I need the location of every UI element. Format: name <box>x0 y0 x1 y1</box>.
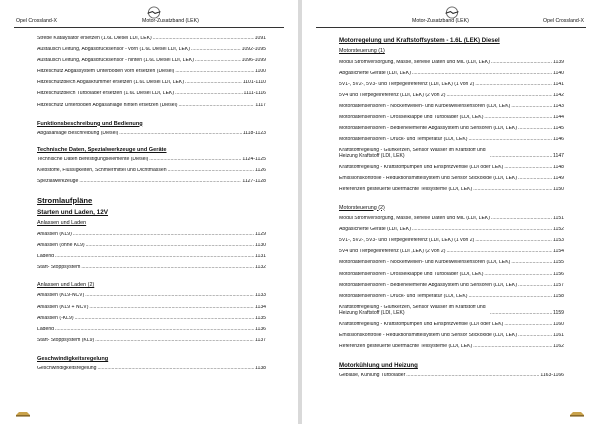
toc-page-number: 1100 <box>255 69 266 75</box>
toc-entry[interactable] <box>37 80 266 91</box>
toc-entry-title: Gebläse, Kühlung Turbolader <box>339 373 406 379</box>
toc-dot-leader <box>97 366 254 372</box>
toc-dot-leader <box>149 157 241 163</box>
toc-dot-leader <box>518 176 552 182</box>
toc-entry[interactable] <box>37 265 266 276</box>
toc-page-number: 1143 <box>553 103 564 109</box>
toc-entry-title: Modul Stromversorgung, Masse, serielle Daten und MIL (LDI, LEK) <box>339 59 490 65</box>
toc-entry[interactable] <box>37 168 266 179</box>
toc-entry[interactable] <box>339 148 564 165</box>
toc-dot-leader <box>511 104 552 110</box>
toc-dot-leader <box>73 232 254 238</box>
page-header <box>316 6 586 28</box>
toc-page-number: 1132 <box>255 264 266 270</box>
toc-entry[interactable] <box>339 272 564 283</box>
toc-entry-title: Hitzeschutz Unterboden Abgasanlage hinten ersetzen (Diesel) <box>37 102 178 108</box>
toc-entry[interactable] <box>37 47 266 58</box>
section-title: Starten und Laden, 12V <box>37 209 109 217</box>
toc-dot-leader <box>406 373 539 379</box>
toc-dot-leader <box>185 80 242 86</box>
toc-page-number: 1131 <box>255 253 266 259</box>
toc-page-number: 1127-1128 <box>242 178 266 184</box>
toc-dot-leader <box>491 216 552 222</box>
toc-page-number: 1134 <box>255 304 266 310</box>
toc-page-number: 1159 <box>553 309 564 316</box>
toc-entry-title: Motordatensensoren - Bedienelemente Abgassystem und Sensoren (LDI, LEK) <box>339 126 518 132</box>
toc-dot-leader <box>511 260 552 266</box>
toc-page-number: 1163-1166 <box>540 373 564 379</box>
toc-page-number: 1150 <box>553 187 564 193</box>
toc-dot-leader <box>86 243 254 249</box>
toc-entry-title: Ladend <box>37 253 54 259</box>
toc-page-number: 1160 <box>553 321 564 327</box>
toc-entry-title: Klebstoffe, Flüssigkeiten, Schmiermittel und Dichtmassen <box>37 167 167 173</box>
toc-dot-leader <box>491 60 552 66</box>
toc-entry[interactable] <box>339 260 564 271</box>
left-page <box>0 0 298 424</box>
toc-dot-leader <box>473 344 552 350</box>
toc-page-number: 1162 <box>553 343 564 349</box>
toc-entry[interactable] <box>339 126 564 137</box>
toc-entry[interactable] <box>37 293 266 304</box>
toc-dot-leader <box>475 238 552 244</box>
toc-entry-title: Abgasanlage Beschreibung (Diesel) <box>37 130 119 136</box>
toc-entry-title: Kraftstoffregelung - Kraftstoffpumpen und Einspritzventile (LDI oder LEK) <box>339 165 504 171</box>
toc-dot-leader <box>81 265 254 271</box>
toc-page-number: 1140 <box>553 70 564 76</box>
toc-entry[interactable] <box>339 249 564 260</box>
toc-left <box>37 36 266 377</box>
toc-entry-title: Modul Stromversorgung, Masse, serielle Daten und MIL (LDI, LEK) <box>339 216 490 222</box>
toc-page-number: 1152 <box>553 227 564 233</box>
toc-entry[interactable] <box>37 103 266 114</box>
toc-dot-leader <box>55 327 254 333</box>
toc-entry-title: Hitzeschutzblech Turbolader ersetzen (1.6L Diesel LDI, LEK) <box>37 91 175 97</box>
toc-entry[interactable] <box>339 137 564 148</box>
toc-entry-title: Motordatensensoren - Bedienelemente Abgassystem und Sensoren (LDI, LEK) <box>339 282 518 288</box>
toc-entry[interactable] <box>37 91 266 102</box>
toc-page-number: 1111-1116 <box>243 91 266 97</box>
section-title: Motorregelung und Kraftstoffsystem - 1.6L (LEK) Diesel <box>339 37 500 44</box>
toc-dot-leader <box>168 168 254 174</box>
section-title: Stromlaufpläne <box>37 196 93 206</box>
toc-right <box>339 36 564 384</box>
toc-entry[interactable] <box>339 165 564 176</box>
toc-entry[interactable] <box>339 283 564 294</box>
toc-entry-title: Strebe Katalysator ersetzen (1.6L Diesel LDI, LEK) <box>37 36 152 41</box>
toc-entry[interactable] <box>339 373 564 384</box>
toc-dot-leader <box>153 36 254 42</box>
toc-entry-title: Technische Daten Befestigungselemente (Diesel) <box>37 156 149 162</box>
toc-dot-leader <box>518 333 552 339</box>
toc-entry[interactable] <box>37 36 266 47</box>
section-title: Technische Daten, Spezialwerkzeuge und Geräte <box>37 146 167 153</box>
toc-dot-leader <box>504 165 552 171</box>
toc-dot-leader <box>95 338 254 344</box>
toc-entry-title: Start- Stoppsystem <box>37 264 81 270</box>
toc-entry-title: 5V4 und Tiefpegelreferenz (LDI, LEK) (2 von 2) <box>339 92 446 98</box>
toc-entry[interactable] <box>339 333 564 344</box>
subsection-title: Anlassen und Laden <box>37 220 87 227</box>
toc-entry-title: Anlassen (KL9-NCV) <box>37 293 85 299</box>
toc-entry-title: Hitzeschutz Abgassystem Unterboden vorn ersetzen (Diesel) <box>37 69 175 75</box>
toc-entry[interactable] <box>339 344 564 355</box>
toc-dot-leader <box>191 47 241 53</box>
toc-entry-title: Emissionskontrolle - Reduktionsmittelsystem und Sensor Stickoxide (LDI, LEK) <box>339 332 518 338</box>
toc-entry-title: Geschwindigkeitsregelung <box>37 365 97 371</box>
toc-entry-title: Abgasicherte Geräte (LDI, LEK) <box>339 227 411 233</box>
toc-entry[interactable] <box>37 232 266 243</box>
toc-entry[interactable] <box>37 131 266 142</box>
toc-entry[interactable] <box>339 115 564 126</box>
toc-dot-leader <box>484 115 552 121</box>
toc-entry[interactable] <box>37 69 266 80</box>
toc-dot-leader <box>518 126 552 132</box>
toc-page-number: 1154 <box>553 249 564 255</box>
toc-entry[interactable] <box>37 243 266 254</box>
toc-entry[interactable] <box>37 58 266 69</box>
subsection-title: Motorsteuerung (1) <box>339 48 385 54</box>
toc-entry[interactable] <box>339 104 564 115</box>
toc-page-number: 1147 <box>553 153 564 160</box>
toc-entry-title: Motordatensensoren - Druck- und Temperatur (LDI, LEK) <box>339 137 468 143</box>
toc-entry-title: Emissionskontrolle - Reduktionsmittelsystem und Sensor Stickoxide (LDI, LEK) <box>339 176 518 182</box>
toc-entry[interactable] <box>339 216 564 227</box>
toc-entry-title: Spezialwerkzeuge <box>37 178 79 184</box>
toc-entry[interactable] <box>339 176 564 187</box>
toc-page-number: 1101-1110 <box>242 80 266 86</box>
toc-page-number: 1117 <box>255 102 266 108</box>
toc-entry[interactable] <box>37 179 266 190</box>
toc-entry-title: Referenzen gesteuerte übermachte Teilsysteme (LDI, LEK) <box>339 187 473 193</box>
toc-entry[interactable] <box>339 227 564 238</box>
toc-page-number: 1136 <box>255 326 266 332</box>
toc-page-number: 1153 <box>553 238 564 244</box>
toc-dot-leader <box>119 131 241 137</box>
toc-dot-leader <box>75 316 255 322</box>
toc-dot-leader <box>518 283 552 289</box>
toc-dot-leader <box>484 272 552 278</box>
toc-entry-title: Kraftstoffregelung - Glühkerzen, Sensor Wasser im Kraftstoff und Heizung Kraftstoff (LDI, LEK) <box>339 148 486 160</box>
toc-page-number: 1091 <box>254 36 266 41</box>
toc-entry-title: Motordatensensoren - Nockenwellen- und Kurbelwellensensoren (LDI, LEK) <box>339 103 511 109</box>
toc-entry[interactable] <box>37 366 266 377</box>
toc-entry-title: Anlassen (KL9) <box>37 231 72 237</box>
toc-page-number: 1158 <box>553 293 564 299</box>
toc-entry-title: Austausch Leitung, Abgasdrucksensor - vorn (1.6L Diesel LDI, LEK) <box>37 47 190 53</box>
toc-dot-leader <box>490 311 552 317</box>
toc-dot-leader <box>175 69 254 75</box>
toc-page-number: 1118-1123 <box>242 130 266 136</box>
publisher-logo-icon <box>568 410 586 418</box>
toc-dot-leader <box>412 71 552 77</box>
toc-entry-title: 5V4 und Tiefpegelreferenz (LDI ,LEK) (2 von 2) <box>339 249 446 255</box>
toc-page-number: 1096-1099 <box>241 58 266 64</box>
toc-page-number: 1124-1125 <box>242 156 266 162</box>
toc-entry-title: Referenzen gesteuerte übermachte Teilsysteme (LDI, LEK) <box>339 343 473 349</box>
toc-dot-leader <box>475 82 552 88</box>
toc-entry-title: Anlassen (KL9 + NCV) <box>37 304 89 310</box>
toc-entry[interactable] <box>339 71 564 82</box>
toc-page-number: 1148 <box>553 165 564 171</box>
toc-page-number: 1141 <box>553 81 564 87</box>
toc-page-number: 1142 <box>553 92 564 98</box>
toc-entry-title: Motordatensensoren - Drosselklappe und Turbolader (LDI, LEK) <box>339 271 484 277</box>
toc-entry-title: Motordatensensoren - Nockenwellen- und Kurbelwellensensoren (LDI, LEK) <box>339 260 511 266</box>
toc-page-number: 1161 <box>553 332 564 338</box>
toc-entry[interactable] <box>37 254 266 265</box>
section-title: Motorkühlung und Heizung <box>339 362 418 370</box>
toc-entry-title: 5V1-, 5V2-, 5V3- und Tiefpegelreferenz (LDI, LEK) (1 von 2) <box>339 81 475 87</box>
toc-page-number: 1137 <box>255 337 266 343</box>
publisher-logo-icon <box>14 410 32 418</box>
toc-entry[interactable] <box>37 157 266 168</box>
toc-entry-title: Kraftstoffregelung - Kraftstoffpumpen und Einspritzventile (LDI oder LEK) <box>339 321 504 327</box>
toc-page-number: 1092-1095 <box>241 47 266 53</box>
toc-dot-leader <box>468 294 552 300</box>
subsection-title: Motorsteuerung (2) <box>339 204 385 211</box>
toc-entry[interactable] <box>339 60 564 71</box>
toc-dot-leader <box>195 58 241 64</box>
toc-dot-leader <box>473 187 552 193</box>
toc-dot-leader <box>89 305 254 311</box>
toc-page-number: 1129 <box>255 231 266 237</box>
toc-dot-leader <box>178 103 254 109</box>
subsection-title: Anlassen und Laden (2) <box>37 281 95 288</box>
toc-entry-title: Kraftstoffregelung - Glühkerzen, Sensor Wasser im Kraftstoff und Heizung Kraftstoff (LDI, LEK) <box>339 304 486 316</box>
toc-entry[interactable] <box>339 322 564 333</box>
toc-entry[interactable] <box>37 327 266 338</box>
toc-entry[interactable] <box>37 316 266 327</box>
toc-page-number: 1145 <box>553 126 564 132</box>
toc-dot-leader <box>446 93 552 99</box>
header-book-title: Motor-Zusatzband (LEK) <box>412 18 469 24</box>
right-page <box>302 0 600 424</box>
toc-dot-leader <box>468 137 552 143</box>
section-title: Funktionsbeschreibung und Bedienung <box>37 120 143 127</box>
header-car-title: Opel Crossland-X <box>543 18 584 24</box>
toc-entry[interactable] <box>339 238 564 249</box>
toc-entry[interactable] <box>339 82 564 93</box>
page-header <box>14 6 284 28</box>
toc-dot-leader <box>85 293 254 299</box>
toc-page-number: 1133 <box>255 293 266 299</box>
toc-entry[interactable] <box>339 294 564 305</box>
toc-entry-title: 5V1-, 5V2-, 5V3- und Tiefpegelreferenz (LDI, LEK) (1 von 2) <box>339 238 475 244</box>
toc-entry-title: Austausch Leitung, Abgasdrucksensor - hinten (1.6L Diesel LDI, LEK) <box>37 58 194 64</box>
toc-dot-leader <box>79 179 241 185</box>
header-car-title: Opel Crossland-X <box>16 18 57 24</box>
toc-page-number: 1139 <box>553 59 564 65</box>
toc-entry[interactable] <box>339 93 564 104</box>
opel-logo-icon <box>444 6 460 19</box>
toc-page-number: 1130 <box>255 242 266 248</box>
section-title: Geschwindigkeitsregelung <box>37 355 109 362</box>
toc-page-number: 1149 <box>553 176 564 182</box>
toc-dot-leader <box>55 254 254 260</box>
toc-page-number: 1138 <box>255 365 266 371</box>
toc-page-number: 1126 <box>255 167 266 173</box>
toc-entry-title: Ladend <box>37 326 54 332</box>
toc-page-number: 1146 <box>553 137 564 143</box>
toc-dot-leader <box>175 91 242 97</box>
toc-page-number: 1156 <box>553 271 564 277</box>
toc-entry-title: Anlassen (-KL9) <box>37 315 74 321</box>
toc-entry-title: Hitzeschutzblech Abgaskrümmer ersetzen (1.6L Diesel LDI, LEK) <box>37 80 185 86</box>
toc-page-number: 1151 <box>553 216 564 222</box>
toc-entry-title: Motordatensensoren - Druck- und Temperatur (LDI, LEK) <box>339 293 468 299</box>
header-book-title: Motor-Zusatzband (LEK) <box>142 18 199 24</box>
toc-page-number: 1144 <box>553 114 564 120</box>
toc-page-number: 1155 <box>553 260 564 266</box>
toc-page-number: 1135 <box>255 315 266 321</box>
toc-entry[interactable] <box>37 338 266 349</box>
toc-dot-leader <box>504 322 552 328</box>
toc-entry-title: Anlassen (ohne KL9) <box>37 242 85 248</box>
toc-entry-title: Start- Stoppsystem (KL9) <box>37 337 95 343</box>
toc-page-number: 1157 <box>553 282 564 288</box>
toc-dot-leader <box>490 154 552 160</box>
toc-dot-leader <box>412 227 552 233</box>
toc-entry[interactable] <box>37 305 266 316</box>
toc-entry-title: Abgasicherte Geräte (LDI, LEK) <box>339 70 411 76</box>
toc-entry-title: Motordatensensoren - Drosselklappe und Turbolader (LDI, LEK) <box>339 114 484 120</box>
toc-dot-leader <box>446 249 552 255</box>
toc-entry[interactable] <box>339 305 564 322</box>
toc-entry[interactable] <box>339 187 564 198</box>
